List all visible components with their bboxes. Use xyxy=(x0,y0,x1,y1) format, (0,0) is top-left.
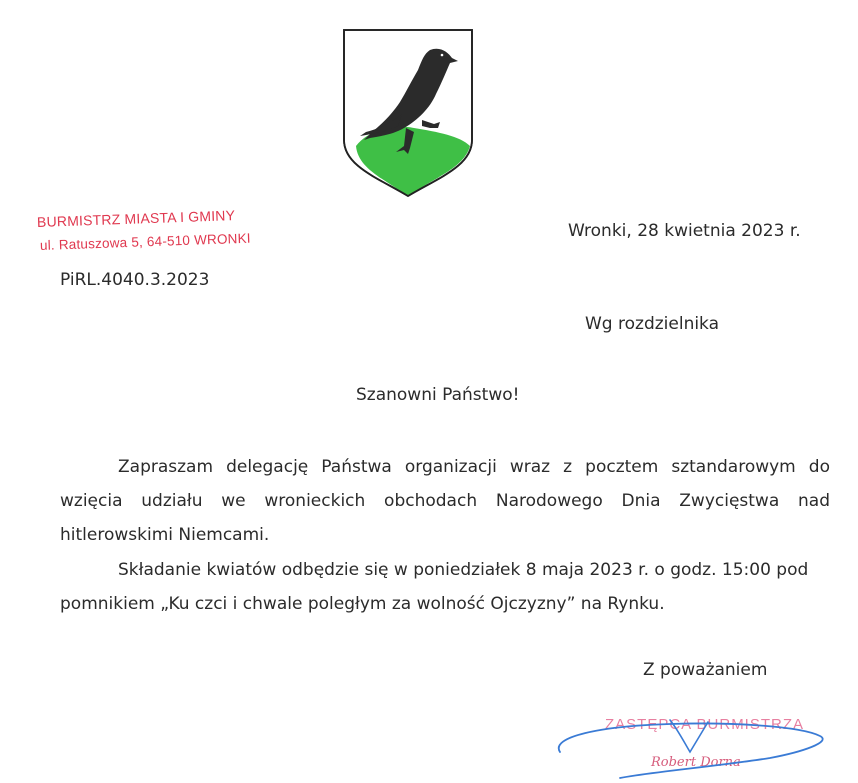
crest-icon xyxy=(342,28,474,198)
signature-stamp-name: Robert Dorna xyxy=(651,755,741,770)
recipient: Wg rozdzielnika xyxy=(585,314,720,334)
stamp-line-1: BURMISTRZ MIASTA I GMINY xyxy=(36,207,236,230)
closing: Z poważaniem xyxy=(643,660,768,680)
handwritten-signature xyxy=(540,712,840,783)
paragraph-details: Składanie kwiatów odbędzie się w poniedziałek 8 maja 2023 r. o godz. 15:00 pod pomnikiem „Ku czci i chwale poległym za wolność Ojczyzny” na Rynku. xyxy=(60,560,809,614)
reference-number: PiRL.4040.3.2023 xyxy=(60,270,210,290)
place-date: Wronki, 28 kwietnia 2023 r. xyxy=(568,221,801,241)
salutation: Szanowni Państwo! xyxy=(356,385,520,405)
signature-stamp-title: ZASTĘPCA BURMISTRZA xyxy=(605,716,805,733)
paragraph-invitation: Zapraszam delegację Państwa organizacji wraz z pocztem sztandarowym do wzięcia udziału we wronieckich obchodach Narodowego Dnia Zwycięstwa nad hitlerowskimi Niemcami. xyxy=(60,457,830,545)
stamp-line-2: ul. Ratuszowa 5, 64-510 WRONKI xyxy=(39,230,251,253)
